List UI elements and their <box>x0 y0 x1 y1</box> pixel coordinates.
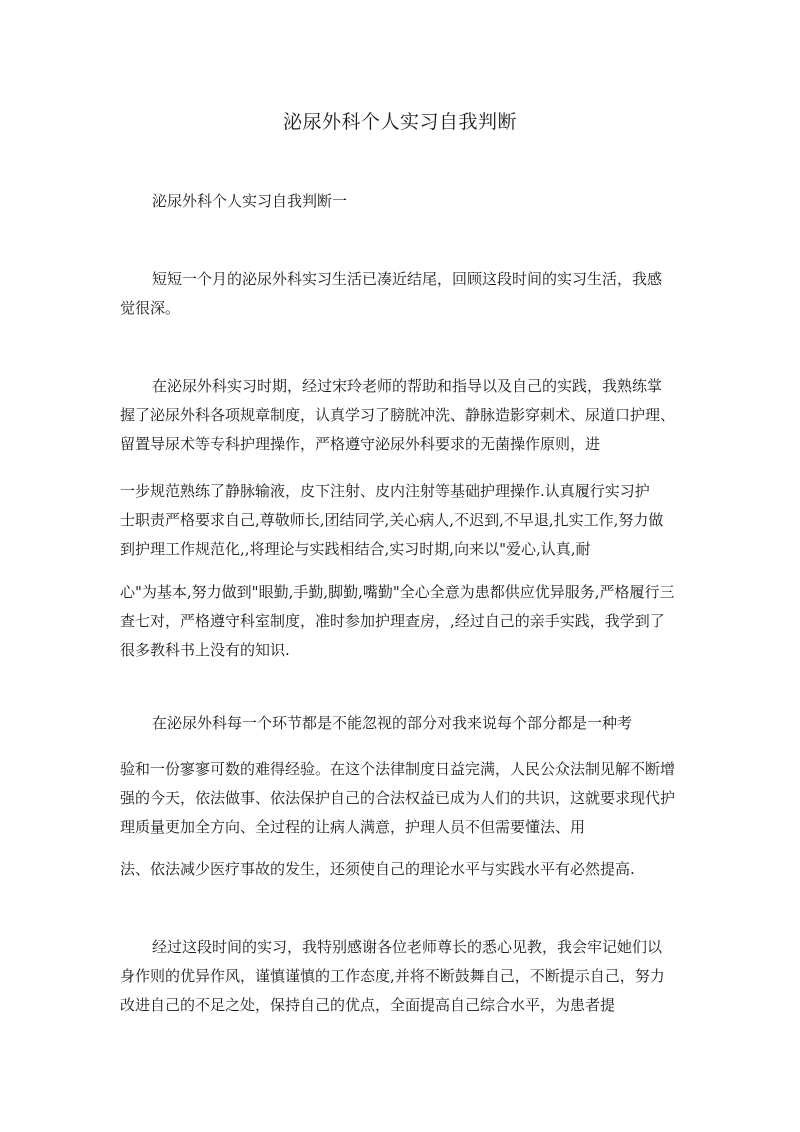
paragraph-5 <box>120 709 685 738</box>
paragraph-line: 心"为基本,努力做到"眼勤,手勤,脚勤,嘴勤"全心全意为患都供应优异服务,严格履行三 <box>120 583 675 601</box>
paragraph-line: 握了泌尿外科各项规章制度，认真学习了膀胱冲洗、静脉造影穿刺术、尿道口护理、 <box>120 406 676 424</box>
paragraph-line: 强的今天，依法做事、依法保护自己的合法权益已成为人们的共识，这就要求现代护 <box>120 789 676 807</box>
paragraph-line: 查七对，严格遵守科室制度，准时参加护理查房，,经过自己的亲手实践，我学到了 <box>120 612 665 630</box>
paragraph-7 <box>120 855 685 884</box>
page-title: 泌尿外科个人实习自我判断 <box>282 111 517 133</box>
paragraph-line: 验和一份寥寥可数的难得经验。在这个法律制度日益完满，人民公众法制见解不断增 <box>120 760 676 778</box>
section-subtitle <box>120 187 717 216</box>
paragraph-line: 经过这段时间的实习，我特别感谢各位老师尊长的悉心见教，我会牢记她们以 <box>152 938 663 956</box>
paragraph-line: 短短一个月的泌尿外科实习生活已凑近结尾，回顾这段时间的实习生活，我感 <box>152 270 663 288</box>
paragraph-3 <box>120 477 685 564</box>
paragraph-6 <box>120 755 685 842</box>
paragraph-line: 觉很深。 <box>120 299 181 317</box>
paragraph-line: 士职责严格要求自己,尊敬师长,团结同学,关心病人,不迟到,不早退,扎实工作,努力做 <box>120 511 664 529</box>
paragraph-line: 很多教科书上没有的知识. <box>120 641 290 659</box>
paragraph-line: 身作则的优异作风，谨慎谨慎的工作态度,并将不断鼓舞自己，不断提示自己，努力 <box>120 967 665 985</box>
paragraph-line: 到护理工作规范化,,将理论与实践相结合,实习时期,向来以"爱心,认真,耐 <box>120 540 591 558</box>
paragraph-line: 一步规范熟练了静脉输液，皮下注射、皮内注射等基础护理操作.认真履行实习护 <box>120 482 650 500</box>
paragraph-line: 改进自己的不足之处，保持自己的优点，全面提高自己综合水平，为患者提 <box>120 996 616 1014</box>
paragraph-line: 法、依法减少医疗事故的发生，还须使自己的理论水平与实践水平有必然提高. <box>120 860 635 878</box>
paragraph-line: 留置导尿术等专科护理操作，严格遵守泌尿外科要求的无菌操作原则，进 <box>120 435 601 453</box>
subtitle-line: 泌尿外科个人实习自我判断一 <box>152 192 348 210</box>
paragraph-1 <box>120 265 685 323</box>
paragraph-line: 理质量更加全方向、全过程的让病人满意，护理人员不但需要懂法、用 <box>120 818 586 836</box>
paragraph-line: 在泌尿外科实习时期，经过宋玲老师的帮助和指导以及自己的实践，我熟练掌 <box>152 377 663 395</box>
paragraph-line: 在泌尿外科每一个环节都是不能忽视的部分对我来说每个部分都是一种考 <box>152 714 633 732</box>
paragraph-8 <box>120 933 685 1020</box>
paragraph-4 <box>120 578 685 665</box>
paragraph-2 <box>120 372 685 459</box>
